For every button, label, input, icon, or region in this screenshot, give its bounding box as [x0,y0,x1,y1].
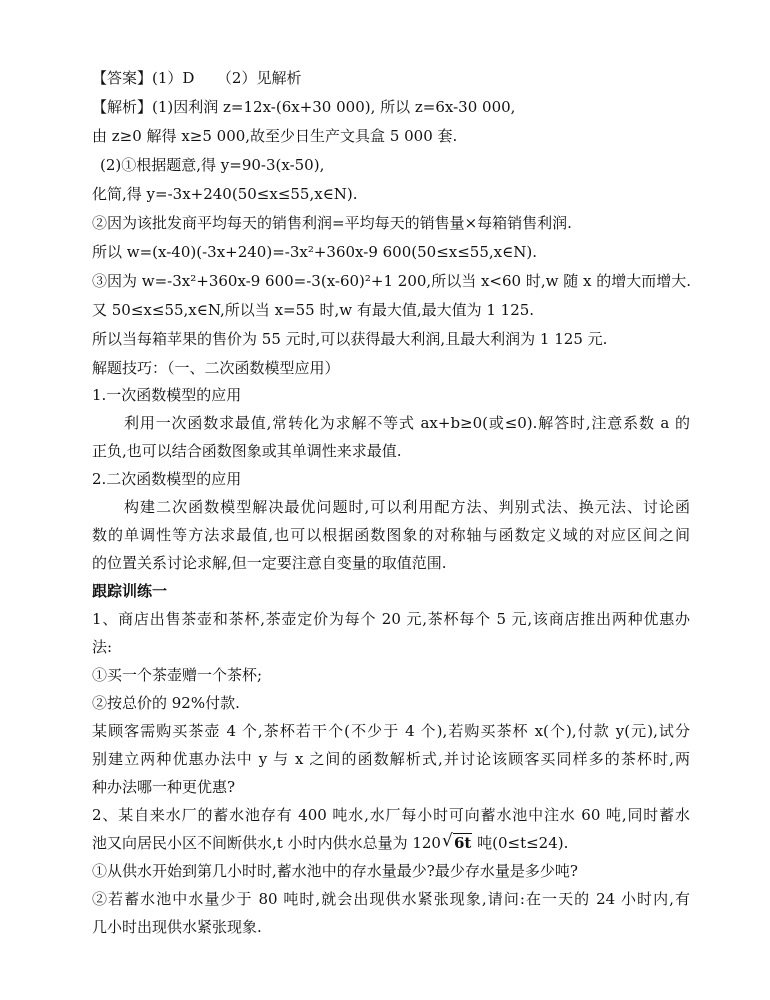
answer-line: 【答案】(1）D （2）见解析 [92,69,302,87]
tips-para-1-line-2: 正负,也可以结合函数图象或其单调性来求最值. [92,442,402,460]
practice-heading: 跟踪训练一 [92,582,168,600]
tips-heading-2: 2.二次函数模型的应用 [92,470,242,488]
analysis-line-2: 由 z≥0 解得 x≥5 000,故至少日生产文具盒 5 000 套. [92,127,458,145]
question-1-line-2: 法: [92,638,113,656]
question-1-line-1: 1、商店出售茶壶和茶杯,茶壶定价为每个 20 元,茶杯每个 5 元,该商店推出两种优惠办 [92,610,690,628]
tips-heading-1: 1.一次函数模型的应用 [92,386,242,404]
question-1-line-7: 种办法哪一种更优惠? [92,778,236,796]
tips-para-2-line-1: 构建二次函数模型解决最优问题时,可以利用配方法、判别式法、换元法、讨论函 [124,498,690,516]
question-2-line-2-post: 吨(0≤t≤24). [472,834,569,852]
analysis-line-3: (2)①根据题意,得 y=90-3(x-50), [100,156,325,174]
tips-para-1-line-1: 利用一次函数求最值,常转化为求解不等式 ax+b≥0(或≤0).解答时,注意系数 a 的 [124,414,690,432]
tips-title: 解题技巧：（一、二次函数模型应用） [92,359,340,377]
question-1-option-1: ①买一个茶壶赠一个茶杯; [92,666,263,684]
tips-para-2-line-2: 数的单调性等方法求最值,也可以根据函数图象的对称轴与函数定义域的对应区间之间 [92,526,690,544]
question-2-part-1: ①从供水开始到第几小时时,蓄水池中的存水量最少?最少存水量是多少吨? [92,862,578,880]
sqrt-expression [443,833,472,853]
question-2-line-2 [92,833,690,853]
question-2-line-2-pre: 池又向居民小区不间断供水,t 小时内供水总量为 120 [92,834,441,852]
tips-para-2-line-3: 的位置关系讨论求解,但一定要注意自变量的取值范围. [92,554,447,572]
analysis-line-8: 又 50≤x≤55,x∈N,所以当 x=55 时,w 有最大值,最大值为 1 125. [92,301,535,319]
analysis-line-6: 所以 w=(x-40)(-3x+240)=-3x²+360x-9 600(50≤x≤55,x∈N). [92,243,537,261]
question-2-line-1: 2、某自来水厂的蓄水池存有 400 吨水,水厂每小时可向蓄水池中注水 60 吨,同时蓄水 [92,806,690,824]
question-2-part-2-line-2: 几小时出现供水紧张现象. [92,918,262,936]
analysis-line-4: 化简,得 y=-3x+240(50≤x≤55,x∈N). [92,185,358,203]
analysis-line-7: ③因为 w=-3x²+360x-9 600=-3(x-60)²+1 200,所以当 x<60 时,w 随 x 的增大而增大. [92,272,691,290]
analysis-line-1: 【解析】(1)因利润 z=12x-(6x+30 000), 所以 z=6x-30 000, [92,98,516,116]
sqrt-radicand: 6t [453,834,472,852]
question-1-line-5: 某顾客需购买茶壶 4 个,茶杯若干个(不少于 4 个),若购买茶杯 x(个),付款 y(元),试分 [92,722,690,740]
question-2-part-2-line-1: ②若蓄水池中水量少于 80 吨时,就会出现供水紧张现象,请问:在一天的 24 小时内,有 [92,890,690,908]
analysis-line-5: ②因为该批发商平均每天的销售利润=平均每天的销售量×每箱销售利润. [92,214,572,232]
analysis-line-9: 所以当每箱苹果的售价为 55 元时,可以获得最大利润,且最大利润为 1 125 元. [92,330,608,348]
question-1-line-6: 别建立两种优惠办法中 y 与 x 之间的函数解析式,并讨论该顾客买同样多的茶杯时,两 [92,750,690,768]
question-1-option-2: ②按总价的 92%付款. [92,694,240,712]
